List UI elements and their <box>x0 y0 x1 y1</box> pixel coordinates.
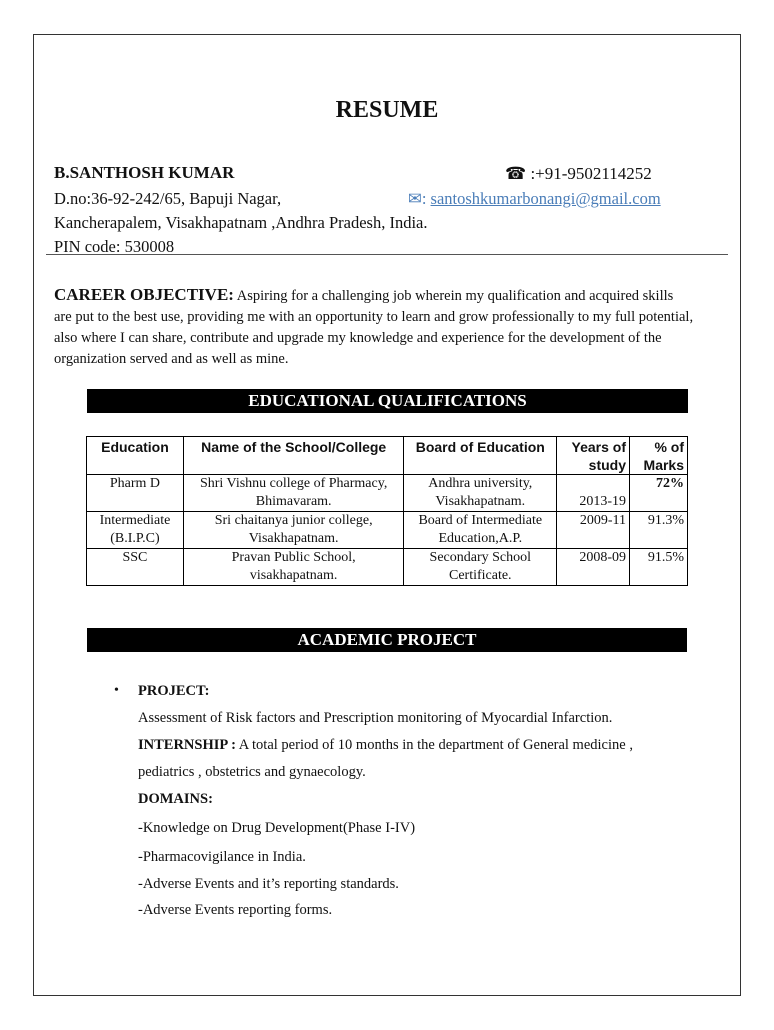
education-heading: EDUCATIONAL QUALIFICATIONS <box>87 389 688 413</box>
domains-label: DOMAINS: <box>138 791 213 807</box>
project-text: Assessment of Risk factors and Prescription monitoring of Myocardial Infarction. <box>138 710 613 726</box>
phone-number: :+91-9502114252 <box>530 164 652 183</box>
board-cell: Andhra university, Visakhapatnam. <box>404 475 557 512</box>
column-header: Education <box>87 437 184 475</box>
years-cell: 2009-11 <box>557 512 630 549</box>
column-header: Years of study <box>557 437 630 475</box>
objective-text: Aspiring for a challenging job wherein my qualification and acquired skills are put to the best use, providing me with an opportunity to learn and grow professionally to my full potential, also where I can share, contribute and upgrade my knowledge and experience for the development of the organization served and as well as mine. <box>54 288 694 367</box>
school-cell: Shri Vishnu college of Pharmacy, Bhimavaram. <box>183 475 404 512</box>
education-cell: Intermediate (B.I.P.C) <box>87 512 184 549</box>
board-cell: Secondary School Certificate. <box>404 549 557 586</box>
email-link[interactable]: santoshkumarbonangi@gmail.com <box>430 189 661 208</box>
education-table <box>86 436 688 586</box>
years-cell: 2013-19 <box>557 475 630 512</box>
marks-cell: 72% <box>630 475 688 512</box>
email-line[interactable] <box>408 189 661 209</box>
education-cell: SSC <box>87 549 184 586</box>
bullet-marker: • <box>114 683 119 698</box>
domain-item: -Knowledge on Drug Development(Phase I-IV) <box>138 820 416 836</box>
column-header: Board of Education <box>404 437 557 475</box>
address-line-1: D.no:36-92-242/65, Bapuji Nagar, <box>54 189 282 208</box>
career-objective <box>54 284 694 370</box>
education-cell: Pharm D <box>87 475 184 512</box>
pin-code: PIN code: 530008 <box>54 237 175 256</box>
table-row <box>87 512 688 549</box>
years-cell: 2008-09 <box>557 549 630 586</box>
header-divider <box>46 254 728 255</box>
board-cell: Board of Intermediate Education,A.P. <box>404 512 557 549</box>
domain-item: -Pharmacovigilance in India. <box>138 849 306 865</box>
email-prefix: : <box>421 189 427 208</box>
phone-line <box>505 164 652 184</box>
internship-text-continued: pediatrics , obstetrics and gynaecology. <box>138 764 366 780</box>
column-header: % of Marks <box>630 437 688 475</box>
telephone-icon: ☎ <box>505 164 527 183</box>
marks-cell: 91.5% <box>630 549 688 586</box>
page-title: RESUME <box>335 97 439 123</box>
internship-text: A total period of 10 months in the department of General medicine , <box>235 737 633 753</box>
table-row <box>87 549 688 586</box>
column-header: Name of the School/College <box>183 437 404 475</box>
objective-heading: CAREER OBJECTIVE: <box>54 285 234 304</box>
project-label: PROJECT: <box>138 683 210 699</box>
domain-item: -Adverse Events reporting forms. <box>138 902 333 918</box>
domain-item: -Adverse Events and it’s reporting standards. <box>138 876 399 892</box>
internship-label: INTERNSHIP : <box>138 737 236 753</box>
marks-cell: 91.3% <box>630 512 688 549</box>
internship-line <box>138 737 633 754</box>
address-line-2: Kancherapalem, Visakhapatnam ,Andhra Pradesh, India. <box>54 213 428 232</box>
envelope-icon: ✉ <box>408 189 422 208</box>
project-heading: ACADEMIC PROJECT <box>87 628 687 652</box>
table-header-row <box>87 437 688 475</box>
school-cell: Sri chaitanya junior college, Visakhapatnam. <box>183 512 404 549</box>
school-cell: Pravan Public School, visakhapatnam. <box>183 549 404 586</box>
candidate-name: B.SANTHOSH KUMAR <box>54 163 235 182</box>
table-row <box>87 475 688 512</box>
